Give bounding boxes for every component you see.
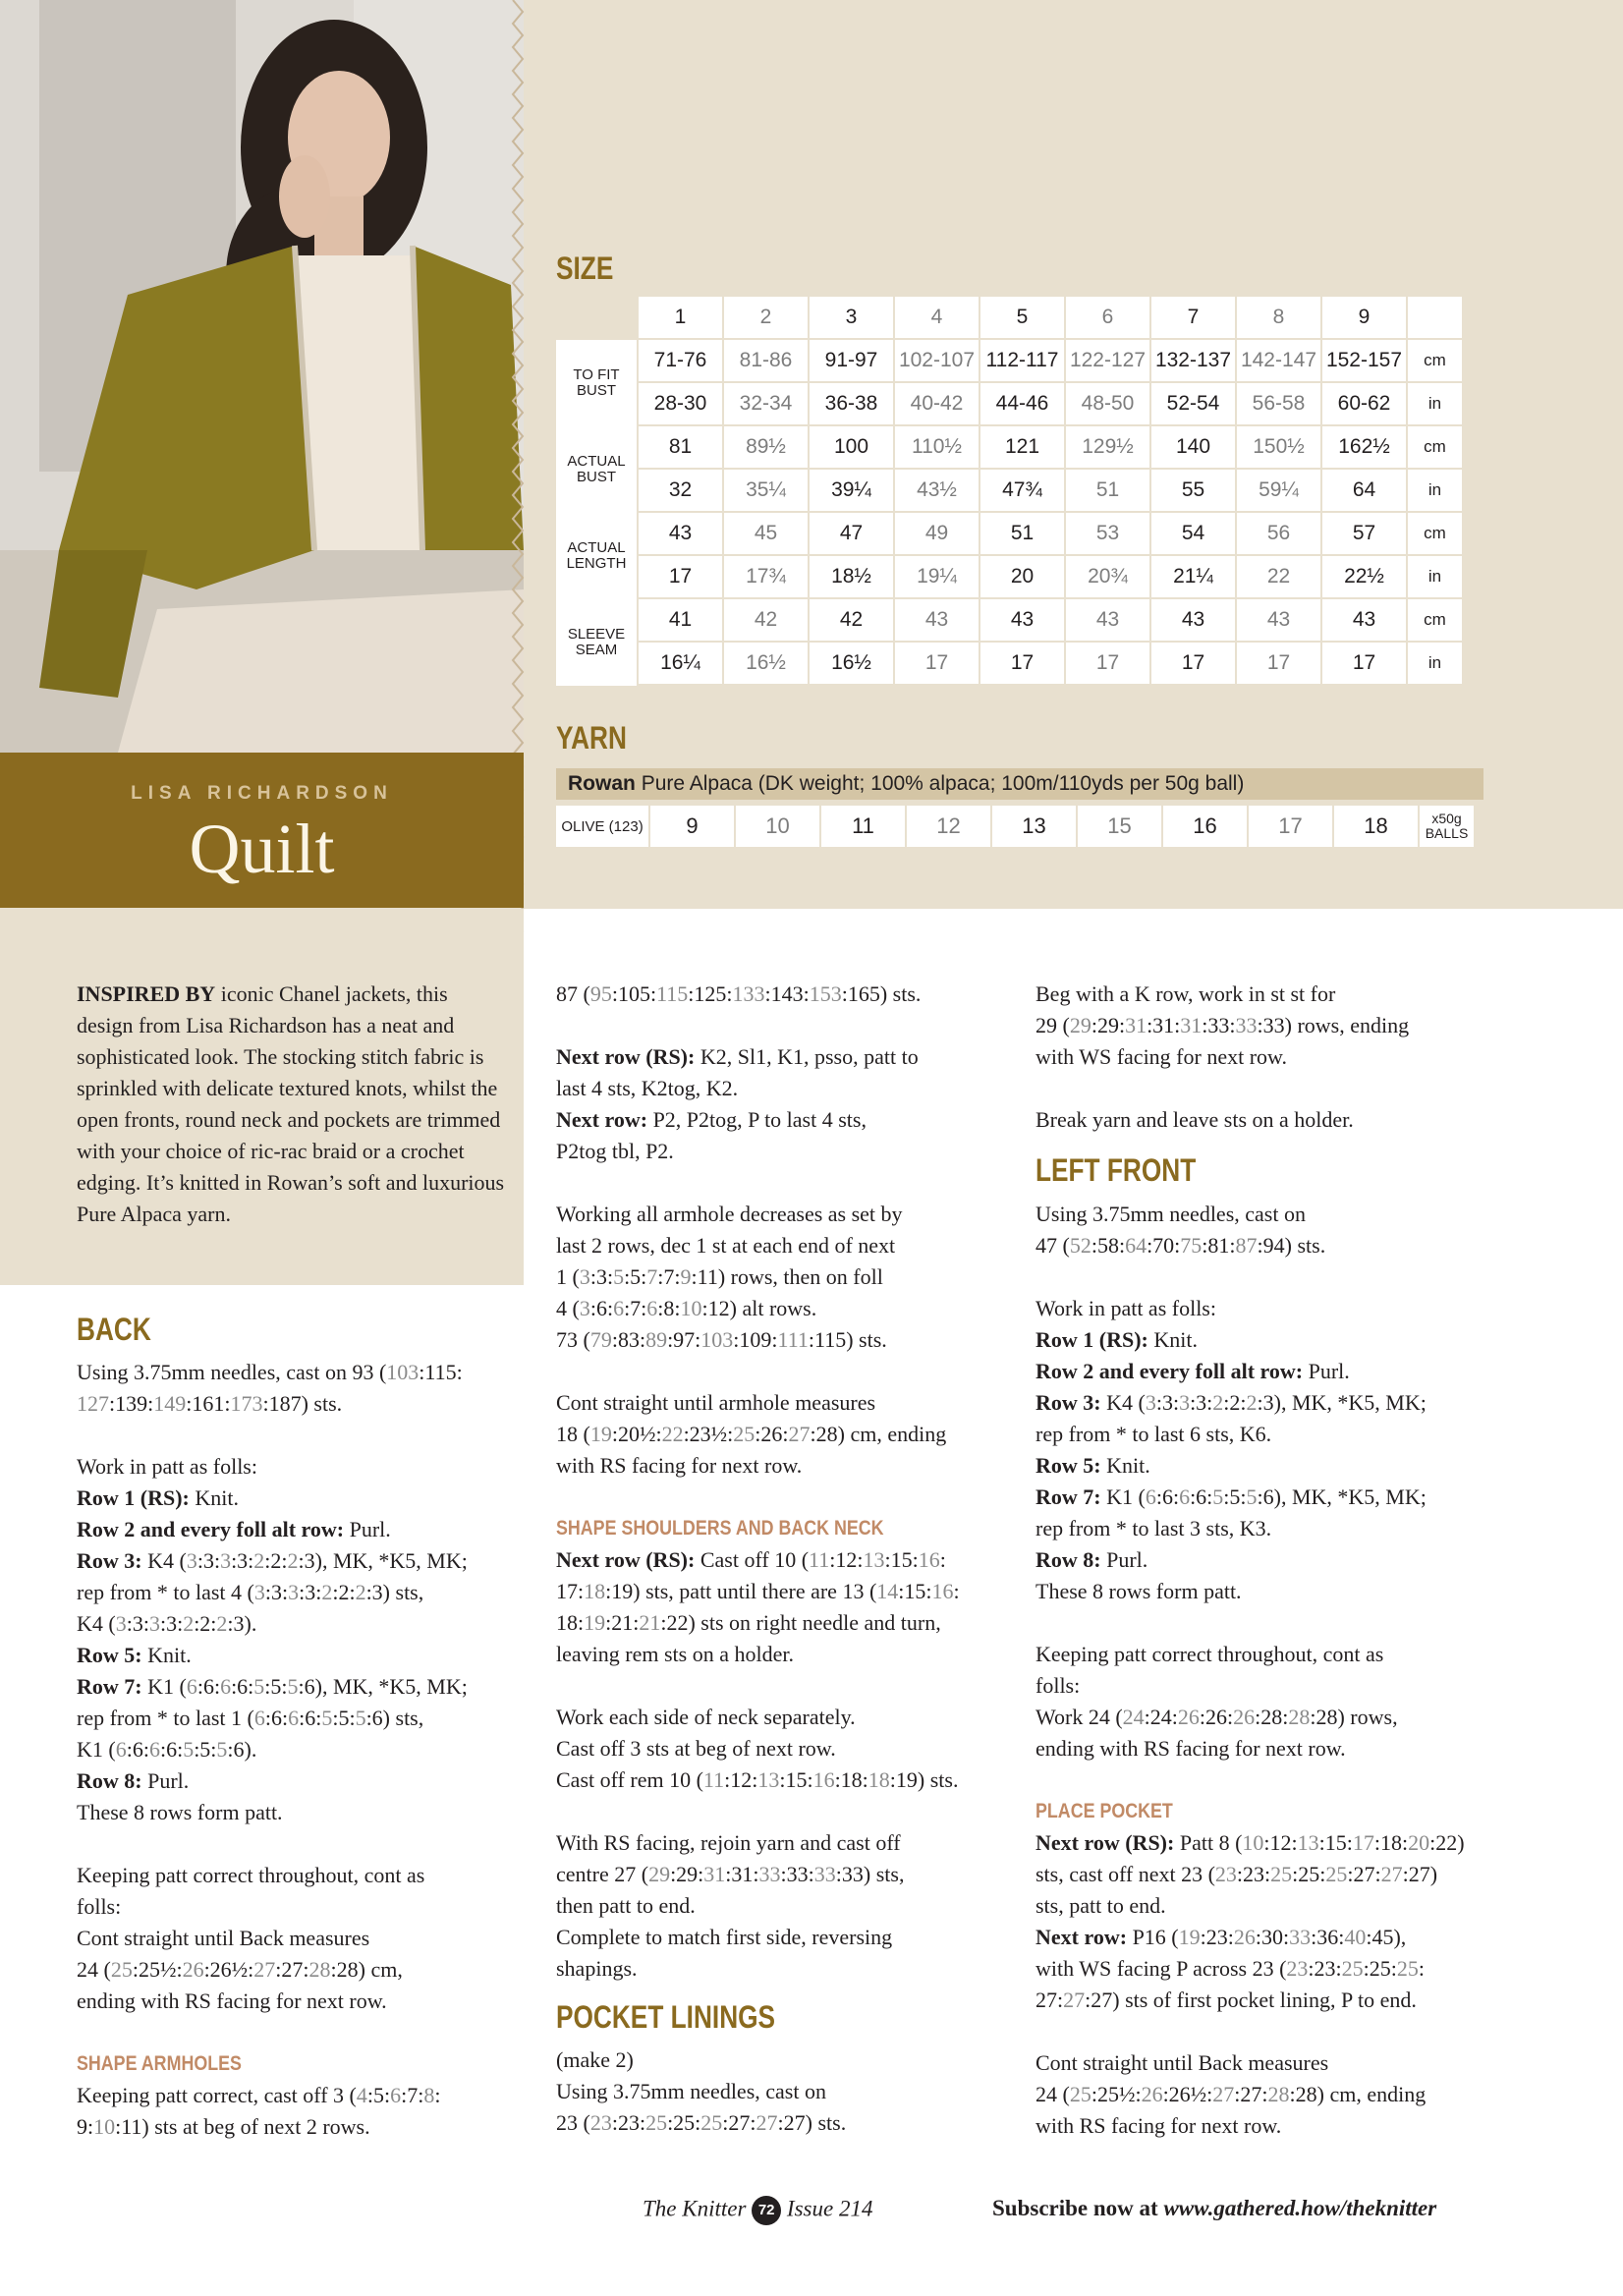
unit-cell: in (1408, 470, 1462, 513)
balls-cell: 10 (736, 806, 819, 847)
size-heading: SIZE (556, 251, 614, 286)
value-cell: 140 (1151, 426, 1235, 470)
value-cell: 32-34 (724, 383, 808, 426)
pocket-linings-heading: POCKET LININGS (556, 1999, 776, 2035)
value-cell: 89½ (724, 426, 808, 470)
value-cell: 81-86 (724, 340, 808, 383)
value-cell: 32 (639, 470, 722, 513)
unit-cell: in (1408, 383, 1462, 426)
balls-unit (1420, 806, 1474, 847)
value-cell: 56 (1237, 513, 1320, 556)
value-cell: 44-46 (980, 383, 1064, 426)
value-cell: 102-107 (895, 340, 979, 383)
row-label: ACTUAL LENGTH (556, 513, 637, 599)
value-cell: 54 (1151, 513, 1235, 556)
balls-cell: 9 (650, 806, 734, 847)
balls-cell: 15 (1078, 806, 1161, 847)
value-cell: 17¾ (724, 556, 808, 599)
yarn-heading: YARN (556, 720, 627, 756)
value-cell: 59¼ (1237, 470, 1320, 513)
value-cell: 36-38 (810, 383, 893, 426)
value-cell: 112-117 (980, 340, 1064, 383)
balls-cell: 12 (907, 806, 990, 847)
value-cell: 55 (1151, 470, 1235, 513)
value-cell: 47 (810, 513, 893, 556)
value-cell: 21¼ (1151, 556, 1235, 599)
value-cell: 52-54 (1151, 383, 1235, 426)
shape-armholes-heading: SHAPE ARMHOLES (77, 2052, 242, 2075)
row-label: SLEEVE SEAM (556, 599, 637, 686)
value-cell: 18½ (810, 556, 893, 599)
sleeve-seam-in-row (556, 643, 1462, 686)
value-cell: 17 (639, 556, 722, 599)
value-cell: 17 (1237, 643, 1320, 686)
place-pocket-heading: PLACE POCKET (1035, 1800, 1173, 1822)
unit-cell: cm (1408, 513, 1462, 556)
size-cell: 7 (1151, 297, 1235, 340)
value-cell: 49 (895, 513, 979, 556)
row-label: TO FIT BUST (556, 340, 637, 426)
yarn-spec: Pure Alpaca (DK weight; 100% alpaca; 100m/110yds per 50g ball) (641, 772, 1245, 795)
value-cell: 43 (1066, 599, 1149, 643)
value-cell: 20 (980, 556, 1064, 599)
value-cell: 43 (1322, 599, 1406, 643)
value-cell: 57 (1322, 513, 1406, 556)
yarn-brand: Rowan (568, 772, 636, 795)
value-cell: 16½ (724, 643, 808, 686)
model-photo (0, 0, 524, 753)
value-cell: 43 (1151, 599, 1235, 643)
value-cell: 43½ (895, 470, 979, 513)
value-cell: 39¼ (810, 470, 893, 513)
value-cell: 81 (639, 426, 722, 470)
size-cell: 5 (980, 297, 1064, 340)
pattern-title: Quilt (189, 810, 335, 888)
value-cell: 17 (895, 643, 979, 686)
value-cell: 110½ (895, 426, 979, 470)
value-cell: 122-127 (1066, 340, 1149, 383)
intro-body: iconic Chanel jackets, this design from Lisa Richardson has a neat and sophisticated look. The stocking stitch fabric is sprinkled with delicate textured knots, whilst the open fronts, round neck and pockets are trimmed with your choice of ric-rac braid or a crochet edging. It’s knitted in Rowan’s soft and luxurious Pure Alpaca yarn. (77, 981, 505, 1226)
unit-cell: cm (1408, 599, 1462, 643)
back-instructions-cont: 87 (95:105:115:125:133:143:153:165) sts. Next row (RS): K2, Sl1, K1, psso, patt to last 4 sts, K2tog, K2. Next row: P2, P2tog, P to last 4 sts, P2tog tbl, P2. Working all armhole decreases as set by last 2 rows, dec 1 st at each end of next 1 (3:3:5:5:7:7:9:11) rows, then on foll 4 (3:6:6:7:6:8:10:12) alt rows. 73 (79:83:89:97:103:109:111:115) sts. Cont straight until armhole measures 18 (19:20½:22:23½:25:26:27:28) cm, ending with RS facing for next row. SHAPE SHOULDERS AND BACK NECK Next row (RS): Cast off 10 (11:12:13:15:16: 17:18:19) sts, patt until there are 13 (14:15:16: 18:19:21:21:22) sts on right needle and turn, leaving rem sts on a holder. Work each side of neck separately. Cast off 3 sts at beg of next row. Cast off rem 10 (11:12:13:15:16:18:18:19) sts. With RS facing, rejoin yarn and cast off centre 27 (29:29:31:31:33:33:33:33) sts, then patt to end. Complete to match first side, reversing shapings. (556, 981, 960, 1981)
balls-unit-weight: x50g (1431, 811, 1462, 826)
value-cell: 51 (980, 513, 1064, 556)
yarn-colour: OLIVE (123) (556, 806, 648, 847)
size-cell: 1 (639, 297, 722, 340)
issue-number: Issue 214 (786, 2196, 873, 2221)
subscribe-link[interactable]: www.gathered.how/theknitter (1163, 2196, 1437, 2220)
intro-lead: INSPIRED BY (77, 981, 216, 1006)
unit-cell: cm (1408, 340, 1462, 383)
shape-shoulders-heading: SHAPE SHOULDERS AND BACK NECK (556, 1517, 884, 1540)
value-cell: 56-58 (1237, 383, 1320, 426)
yarn-table (554, 806, 1476, 847)
value-cell: 48-50 (1066, 383, 1149, 426)
value-cell: 28-30 (639, 383, 722, 426)
value-cell: 19¼ (895, 556, 979, 599)
value-cell: 51 (1066, 470, 1149, 513)
value-cell: 43 (980, 599, 1064, 643)
value-cell: 121 (980, 426, 1064, 470)
value-cell: 42 (810, 599, 893, 643)
footer-issue (643, 2196, 872, 2225)
actual-length-cm-row (556, 513, 1462, 556)
magazine-name: The Knitter (643, 2196, 747, 2221)
left-front-heading: LEFT FRONT (1035, 1152, 1197, 1188)
to-fit-bust-in-row (556, 383, 1462, 426)
value-cell: 43 (895, 599, 979, 643)
value-cell: 53 (1066, 513, 1149, 556)
subscribe-prefix: Subscribe now at (992, 2196, 1164, 2220)
size-cell: 3 (810, 297, 893, 340)
designer-name: LISA RICHARDSON (131, 783, 393, 804)
value-cell: 16¼ (639, 643, 722, 686)
size-cell: 8 (1237, 297, 1320, 340)
value-cell: 17 (1066, 643, 1149, 686)
pocket-linings-cont: Beg with a K row, work in st st for 29 (29:29:31:31:31:33:33:33) rows, ending with WS facing for next row. Break yarn and leave sts on a holder. (1035, 981, 1410, 1132)
value-cell: 42 (724, 599, 808, 643)
size-numbers-row (556, 297, 1462, 340)
size-table (554, 297, 1464, 686)
size-cell: 9 (1322, 297, 1406, 340)
value-cell: 142-147 (1237, 340, 1320, 383)
value-cell: 47¾ (980, 470, 1064, 513)
unit-cell: cm (1408, 426, 1462, 470)
value-cell: 16½ (810, 643, 893, 686)
pocket-linings-instructions: (make 2) Using 3.75mm needles, cast on 23 (23:23:25:25:25:27:27:27) sts. (556, 2047, 847, 2135)
value-cell: 64 (1322, 470, 1406, 513)
value-cell: 17 (1322, 643, 1406, 686)
value-cell: 17 (1151, 643, 1235, 686)
row-label: ACTUAL BUST (556, 426, 637, 513)
actual-length-in-row (556, 556, 1462, 599)
balls-cell: 13 (992, 806, 1076, 847)
unit-cell: in (1408, 643, 1462, 686)
value-cell: 150½ (1237, 426, 1320, 470)
value-cell: 71-76 (639, 340, 722, 383)
sleeve-seam-cm-row (556, 599, 1462, 643)
value-cell: 132-137 (1151, 340, 1235, 383)
balls-cell: 11 (821, 806, 905, 847)
size-cell: 6 (1066, 297, 1149, 340)
value-cell: 17 (980, 643, 1064, 686)
actual-bust-in-row (556, 470, 1462, 513)
value-cell: 43 (1237, 599, 1320, 643)
left-front-instructions: Using 3.75mm needles, cast on 47 (52:58:64:70:75:81:87:94) sts. Work in patt as folls: Row 1 (RS): Knit. Row 2 and every foll alt row: Purl. Row 3: K4 (3:3:3:3:2:2:2:3), MK, *K5, MK; rep from * to last 6 sts, K6. Row 5: Knit. Row 7: K1 (6:6:6:6:5:5:5:6), MK, *K5, MK; rep from * to last 3 sts, K3. Row 8: Purl. These 8 rows form patt. Keeping patt correct throughout, cont as folls: Work 24 (24:24:26:26:26:28:28:28) rows, ending with RS facing for next row. PLACE POCKET Next row (RS): Patt 8 (10:12:13:15:17:18:20:22) sts, cast off next 23 (23:23:25:25:25:27:27:27) sts, patt to end. Next row: P16 (19:23:26:30:33:36:40:45), with WS facing P across 23 (23:23:25:25:25: 27:27:27) sts of first pocket lining, P to end. Cont straight until Back measures 24 (25:25½:26:26½:27:27:28:28) cm, ending with RS facing for next row. (1035, 1202, 1465, 2138)
value-cell: 43 (639, 513, 722, 556)
value-cell: 45 (724, 513, 808, 556)
balls-cell: 17 (1249, 806, 1332, 847)
value-cell: 152-157 (1322, 340, 1406, 383)
size-cell: 4 (895, 297, 979, 340)
page-number: 72 (752, 2196, 781, 2225)
value-cell: 41 (639, 599, 722, 643)
actual-bust-cm-row (556, 426, 1462, 470)
value-cell: 40-42 (895, 383, 979, 426)
value-cell: 20¾ (1066, 556, 1149, 599)
yarn-row (556, 806, 1474, 847)
title-box (0, 753, 524, 908)
footer-subscribe (992, 2196, 1436, 2221)
balls-cell: 16 (1163, 806, 1247, 847)
value-cell: 129½ (1066, 426, 1149, 470)
back-instructions: Using 3.75mm needles, cast on 93 (103:115: 127:139:149:161:173:187) sts. Work in patt as folls: Row 1 (RS): Knit. Row 2 and every foll alt row: Purl. Row 3: K4 (3:3:3:3:2:2:2:3), MK, *K5, MK; rep from * to last 4 (3:3:3:3:2:2:2:3) sts, K4 (3:3:3:3:2:2:2:3). Row 5: Knit. Row 7: K1 (6:6:6:6:5:5:5:6), MK, *K5, MK; rep from * to last 1 (6:6:6:6:5:5:5:6) sts, K1 (6:6:6:6:5:5:5:6). Row 8: Purl. These 8 rows form patt. Keeping patt correct throughout, cont as folls: Cont straight until Back measures 24 (25:25½:26:26½:27:27:28:28) cm, ending with RS facing for next row. SHAPE ARMHOLES Keeping patt correct, cast off 3 (4:5:6:7:8: 9:10:11) sts at beg of next 2 rows. (77, 1360, 468, 2139)
size-cell: 2 (724, 297, 808, 340)
balls-unit-label: BALLS (1425, 825, 1469, 841)
back-heading: BACK (77, 1312, 151, 1347)
value-cell: 35¼ (724, 470, 808, 513)
unit-cell: in (1408, 556, 1462, 599)
photo-illustration (0, 0, 524, 753)
value-cell: 60-62 (1322, 383, 1406, 426)
value-cell: 100 (810, 426, 893, 470)
value-cell: 22½ (1322, 556, 1406, 599)
yarn-description (556, 768, 1483, 800)
value-cell: 162½ (1322, 426, 1406, 470)
value-cell: 91-97 (810, 340, 893, 383)
intro-text (77, 979, 509, 1230)
value-cell: 22 (1237, 556, 1320, 599)
to-fit-bust-cm-row (556, 340, 1462, 383)
balls-cell: 18 (1334, 806, 1418, 847)
